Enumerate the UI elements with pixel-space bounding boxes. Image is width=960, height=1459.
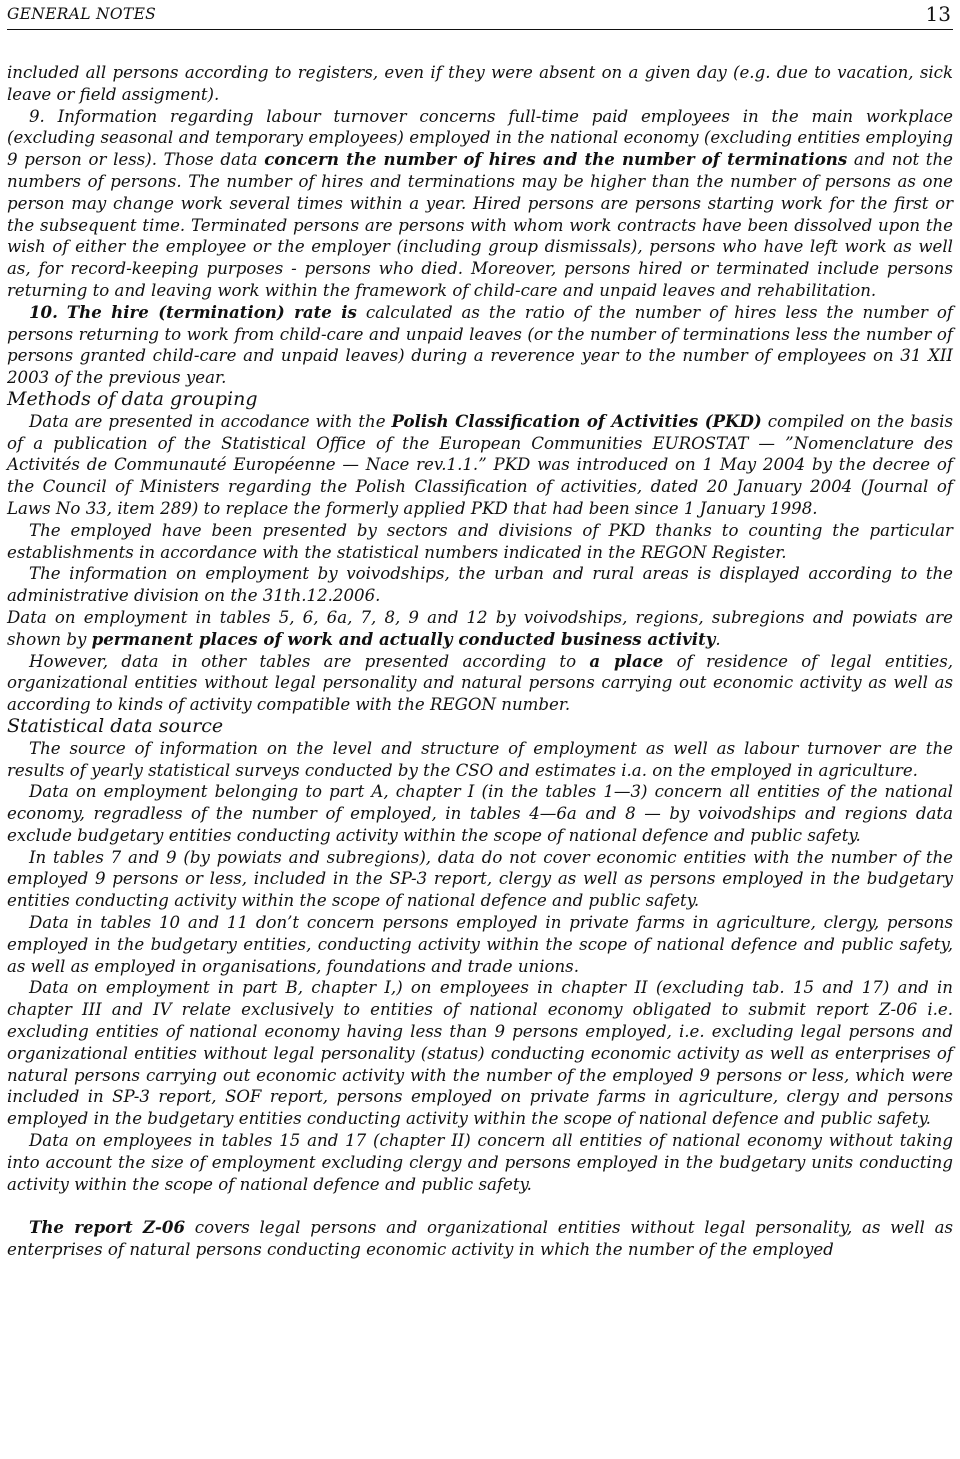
paragraph-text: compiled on the basis of a publication of the Statistical Office of the European Communities EUROSTAT — ”Nomenclature des Activités de Communauté Européenne — Nace rev.1.1.” PKD was introduced on 1 May 2004 by the decree of the Council of Ministers regarding the Polish Classification of activities, dated 20 January 2004 (Journal of Laws No 33, item 289) to replace the formerly applied PKD that had been since 1 January 1998.: [7, 411, 953, 518]
source-paragraph: Data on employment belonging to part A, chapter I (in the tables 1—3) concern all entities of the national economy, regradless of the number of employed, in tables 4—6a and 8 — by voivodships and regions data exclude budgetary entities conducting activity within the scope of national defence and public safety.: [7, 782, 953, 845]
paragraph-text: covers legal persons and organizational entities without legal personality, as well as enterprises of natural persons conducting economic activity in which the number of the employed: [7, 1218, 953, 1260]
paragraph-text: .: [715, 629, 721, 649]
source-paragraph: The source of information on the level and structure of employment as well as labour turnover are the results of yearly statistical surveys conducted by the CSO and estimates i.a. on the employed in agriculture.: [7, 738, 953, 780]
source-paragraph: Data on employees in tables 15 and 17 (chapter II) concern all entities of national economy without taking into account the size of employment excluding clergy and persons employed in the budgetary units conducting activity within the scope of national defence and public safety.: [7, 1131, 953, 1194]
note-number: 9.: [29, 106, 45, 126]
note-number: 10.: [29, 301, 58, 322]
section-heading-grouping: Methods of data grouping: [7, 387, 258, 410]
page-body: [7, 62, 953, 1261]
grouping-paragraph: [7, 411, 953, 520]
paragraph-emphasis: permanent places of work and actually conducted business activity: [91, 628, 716, 649]
page-header: [7, 2, 953, 30]
note-text: and not the numbers of persons. The number of hires and terminations may be higher than the number of persons as one person may change work several times within a year. Hired persons are persons starting work for the first or the subsequent time. Terminated persons are persons with whom work contracts have been dissolved upon the wish of either the employee or the employer (including group dismissals), persons who have left work as well as, for record-keeping purposes - persons who died. Moreover, persons hired or terminated include persons returning to and leaving work within the framework of child-care and unpaid leaves and rehabilitation.: [7, 150, 953, 300]
source-paragraph: Data on employment in part B, chapter I,) on employees in chapter II (excluding tab. 15 and 17) and in chapter III and IV relate exclusively to entities of national economy obligated to submit report Z-06 i.e. excluding entities of national economy having less than 9 persons employed, i.e. excluding legal persons and organizational entities without legal personality (status) conducting economic activity as well as enterprises of natural persons carrying out economic activity with the number of the employed 9 persons or less, which were included in SP-3 report, SOF report, persons employed on private farms in agriculture, clergy and persons employed in the budgetary entities conducting activity within the scope of national defence and public safety.: [7, 978, 953, 1129]
paragraph-text: Data are presented in accodance with the: [29, 411, 386, 431]
page-number: 13: [925, 2, 951, 26]
paragraph-emphasis: a place: [589, 650, 664, 671]
grouping-paragraph: [7, 651, 953, 716]
grouping-paragraph: The employed have been presented by sectors and divisions of PKD thanks to counting the particular establishments in accordance with the statistical numbers indicated in the REGON Register.: [7, 520, 953, 562]
note-10: [7, 302, 953, 389]
section-heading-source: Statistical data source: [7, 714, 224, 737]
paragraph-emphasis: Polish Classification of Activities (PKD): [391, 410, 762, 431]
note-text: included all persons according to registers, even if they were absent on a given day (e.g. due to vacation, sick leave or field assigment).: [7, 63, 953, 104]
note-emphasis: The hire (termination) rate is: [66, 301, 357, 322]
note-emphasis: concern the number of hires and the number of terminations: [264, 149, 848, 170]
source-paragraph: Data in tables 10 and 11 don’t concern persons employed in private farms in agriculture, clergy, persons employed in the budgetary entities, conducting activity within the scope of national defence and public safety, as well as employed in organisations, foundations and trade unions.: [7, 913, 953, 976]
note-continuation: [7, 62, 953, 106]
source-paragraph: In tables 7 and 9 (by powiats and subregions), data do not cover economic entities with the number of the employed 9 persons or less, included in the SP-3 report, clergy as well as persons employed in the budgetary entities conducting activity within the scope of national defence and public safety.: [7, 847, 953, 911]
paragraph-text: Data on employment in tables 5, 6, 6a, 7, 8, 9 and 12 by voivodships, regions, subregions and powiats are shown by: [7, 607, 953, 649]
grouping-paragraph: [7, 607, 953, 651]
note-text: Information regarding labour turnover concerns full-time paid employees in the main workplace (excluding seasonal and temporary employees) employed in the national economy (excluding entities employing 9 person or less). Those data: [7, 106, 953, 170]
running-title: GENERAL NOTES: [7, 5, 157, 23]
paragraph-text: However, data in other tables are presented according to: [29, 651, 577, 671]
paragraph-text: of residence of legal entities, organizational entities without legal personality and natural persons carrying out economic activity as well as according to kinds of activity compatible with the REGON number.: [7, 651, 953, 715]
note-text: calculated as the ratio of the number of hires less the number of persons returning to work from child-care and unpaid leaves (or the number of terminations less the number of persons granted child-care and unpaid leaves) during a reverence year to the number of employees on 31 XII 2003 of the previous year.: [7, 302, 954, 388]
grouping-paragraph: The information on employment by voivodships, the urban and rural areas is displayed according to the administrative division on the 31th.12.2006.: [7, 564, 953, 606]
paragraph-emphasis: The report Z-06: [29, 1217, 185, 1238]
source-paragraph: [7, 1217, 953, 1261]
note-9: [7, 106, 953, 302]
